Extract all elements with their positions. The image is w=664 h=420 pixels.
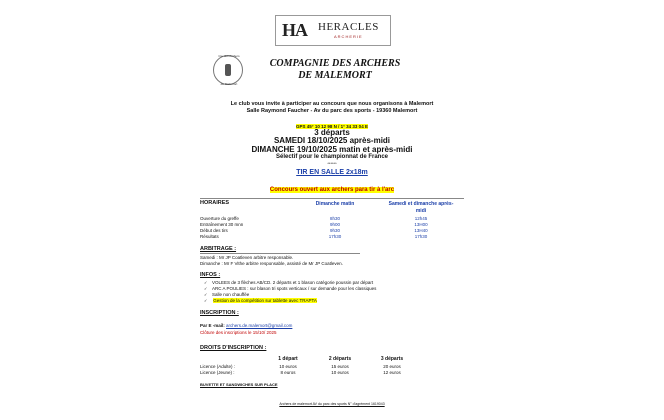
horaires-row-afternoon: 13H40	[414, 228, 428, 233]
droits-col: 1 départ	[278, 356, 298, 362]
droits-row-label: Licence (Adulte) :	[200, 364, 236, 369]
gps-coordinates: GPS 45° 10 12 98 N / 1° 34 33 04 E	[296, 124, 368, 129]
logo-name: HERACLES	[318, 21, 379, 33]
selective-note: Sélectif pour le championnat de France	[275, 154, 389, 160]
horaires-row-morning: 17h30	[328, 234, 342, 239]
horaires-col-afternoon-b: midi	[415, 208, 427, 214]
droits-value: 20 euros	[383, 364, 401, 369]
saturday-date: SAMEDI 18/10/2025 après-midi	[273, 136, 391, 145]
droits-row-label: Licence (Jeune) :	[200, 370, 235, 375]
email-link[interactable]: archers.de.malemort@gmail.com	[226, 323, 293, 328]
horaires-row-afternoon: 12h45	[414, 216, 428, 221]
horaires-col-afternoon-a: Samedi et dimanche après-	[388, 201, 454, 207]
horaires-row-label: Ouverture du greffe	[200, 216, 239, 221]
heracles-logo	[275, 15, 391, 46]
logo-sub: ARCHERIE	[334, 34, 363, 39]
horaires-row-label: Entraînement 30 mnn	[200, 222, 244, 227]
horaires-heading: HORAIRES	[200, 200, 230, 206]
departs-count: 3 départs	[314, 128, 350, 137]
horaires-top-rule	[200, 198, 464, 199]
logo-mark: HA	[282, 20, 307, 40]
droits-col: 2 départs	[328, 356, 352, 362]
seal-bottom-text: de Malemort	[220, 82, 238, 86]
seal-top-text: Cie des Archers	[218, 54, 240, 58]
horaires-row-label: Début des tirs	[200, 228, 228, 233]
horaires-row-label: Résultats	[200, 234, 219, 239]
inscription-heading: INSCRIPTION :	[200, 310, 239, 316]
droits-value: 10 euros	[279, 364, 297, 369]
info-item-highlight: Gestion de la compétition sur tablette avec TRAPTA	[213, 298, 317, 303]
info-item: ✓ Salle non chauffée	[204, 292, 249, 297]
event-type: TIR EN SALLE 2x18m	[296, 169, 368, 176]
footer-text: Archers de malemort AV du parc des sports N° d'agrément 1619043	[279, 402, 385, 406]
sunday-date: DIMANCHE 19/10/2025 matin et après-midi	[251, 145, 413, 154]
invite-line1: Le club vous invite à participer au concours que nous organisons à Malemort	[230, 101, 434, 107]
arbitrage-saturday: Samedi : Mr JP Coatleven arbitre responsable.	[200, 255, 294, 260]
arbitrage-heading: ARBITRAGE :	[200, 246, 237, 252]
club-title-line2: DE MALEMORT	[298, 70, 372, 81]
para-archers-note: Concours ouvert aux archers para tir à l'arc	[269, 187, 395, 193]
invite-line2: Salle Raymond Faucher - Av du parc des sports - 19360 Malemort	[246, 108, 418, 114]
info-item: ✓ ARC A POULIES : sur blason tri spots verticaux / sur demande pour les classiques	[204, 286, 376, 291]
separator-stars: ******	[327, 161, 337, 166]
horaires-row-morning: 9h30	[329, 228, 340, 233]
horaires-row-afternoon: 17h30	[414, 234, 428, 239]
horaires-row-morning: 8h30	[329, 216, 340, 221]
archer-figure-icon	[225, 64, 231, 76]
droits-value: 8 euros	[280, 370, 296, 375]
club-title-line1: COMPAGNIE DES ARCHERS	[269, 58, 401, 69]
droits-heading: DROITS D'INSCRIPTION :	[200, 345, 267, 351]
horaires-row-afternoon: 13H00	[414, 222, 428, 227]
closing-date: Clôture des inscriptions le 15/10/ 2025	[200, 330, 277, 335]
horaires-row-morning: 9h00	[329, 222, 340, 227]
droits-col: 3 départs	[380, 356, 404, 362]
infos-heading: INFOS :	[200, 272, 221, 278]
droits-value: 12 euros	[383, 370, 401, 375]
club-seal-icon	[213, 55, 243, 85]
email-label: Par E -mail:	[200, 323, 225, 328]
droits-value: 10 euros	[331, 370, 349, 375]
arbitrage-sunday: Dimanche : Mr F Vithe arbitre responsable, assisté de Mr JP Coatleven.	[200, 261, 343, 266]
info-item: ✓ VOLEES de 3 flèches AB/CD. 2 départs et 1 blason catégorie poussin par départ	[204, 280, 373, 285]
arbitrage-rule	[200, 253, 360, 254]
droits-value: 15 euros	[331, 364, 349, 369]
buvette-note: BUVETTE ET SANDWICHES SUR PLACE	[200, 382, 278, 387]
horaires-col-morning: Dimanche matin	[315, 201, 355, 207]
